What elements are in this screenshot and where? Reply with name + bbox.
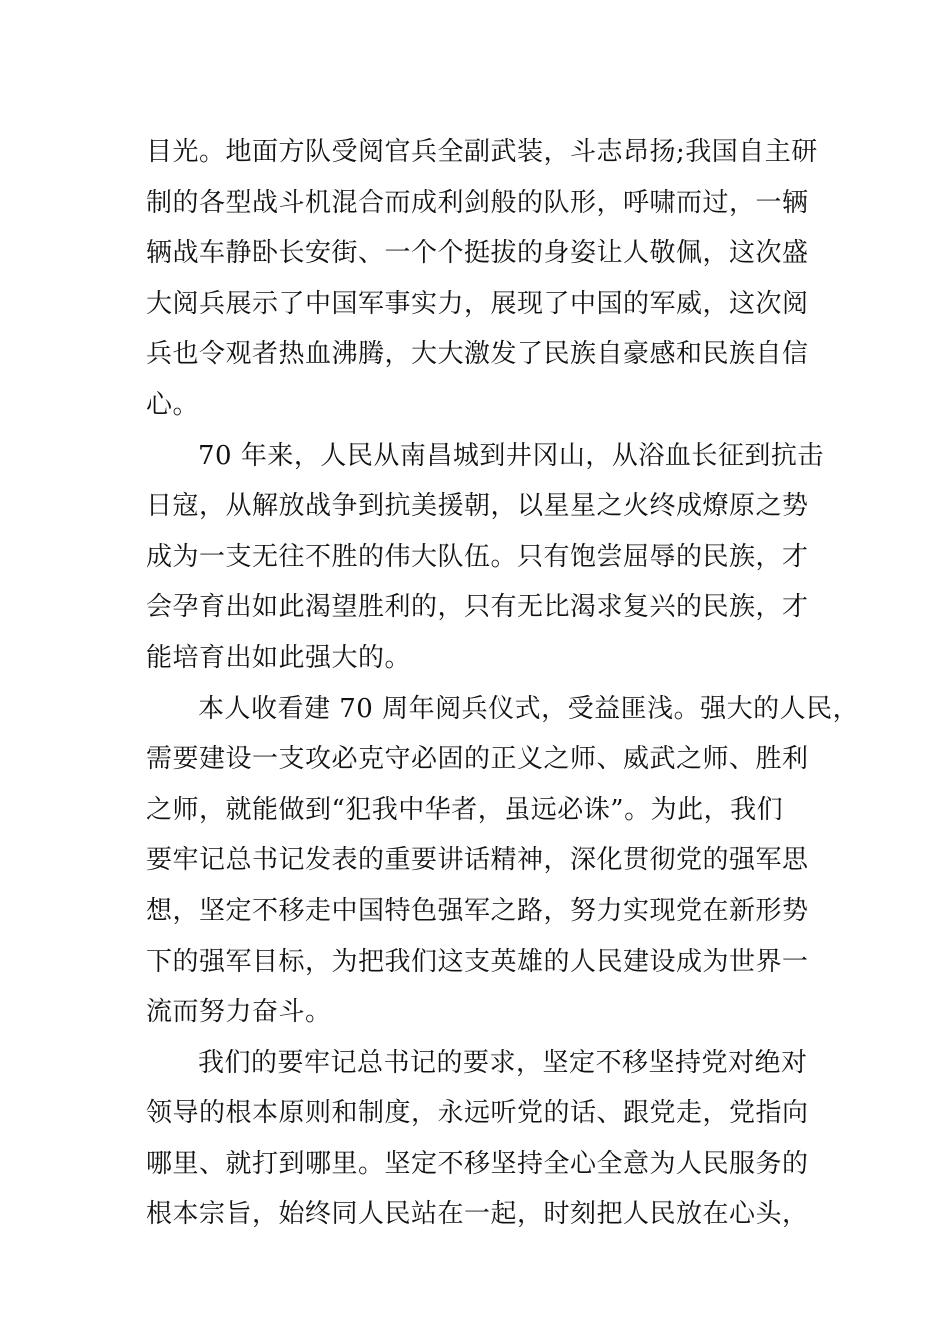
text-line: 根本宗旨，始终同人民站在一起，时刻把人民放在心头， [146,1199,809,1230]
paragraph-first-line: 我们的要牢记总书记的要求，坚定不移坚持党对绝对 [198,1047,808,1078]
text-line: 领导的根本原则和制度，永远听党的话、跟党走，党指向 [146,1098,809,1129]
text-line: 辆战车静卧长安街、一个个挺拔的身姿让人敬佩，这次盛 [146,238,809,269]
text-line: 成为一支无往不胜的伟大队伍。只有饱尝屈辱的民族，才 [146,541,809,572]
text-line: 流而努力奋斗。 [146,997,332,1028]
text-line: 会孕育出如此渴望胜利的，只有无比渴求复兴的民族，才 [146,592,809,623]
text-line: 日寇，从解放战争到抗美援朝，以星星之火终成燎原之势 [146,491,809,522]
text-line: 下的强军目标，为把我们这支英雄的人民建设成为世界一 [146,946,809,977]
text-line: 想，坚定不移走中国特色强军之路，努力实现党在新形势 [146,895,809,926]
text-line: 哪里、就打到哪里。坚定不移坚持全心全意为人民服务的 [146,1148,809,1179]
text-line: 需要建设一支攻必克守必固的正义之师、威武之师、胜利 [146,744,809,775]
text-line: 兵也令观者热血沸腾，大大激发了民族自豪感和民族自信 [146,339,809,370]
paragraph-first-line: 本人收看建 70 周年阅兵仪式，受益匪浅。强大的人民， [198,693,860,724]
text-line: 之师，就能做到“犯我中华者，虽远必诛”。为此，我们 [146,794,784,825]
paragraph-first-line: 70 年来，人民从南昌城到井冈山，从浴血长征到抗击 [198,440,824,471]
text-line: 心。 [146,389,200,420]
text-line: 大阅兵展示了中国军事实力，展现了中国的军威，这次阅 [146,288,809,319]
text-line: 制的各型战斗机混合而成利剑般的队形，呼啸而过，一辆 [146,187,809,218]
text-line: 目光。地面方队受阅官兵全副武装，斗志昂扬;我国自主研 [146,137,818,167]
text-line: 要牢记总书记发表的重要讲话精神，深化贯彻党的强军思 [146,845,809,876]
text-line: 能培育出如此强大的。 [146,642,412,673]
body-text [146,127,860,1240]
